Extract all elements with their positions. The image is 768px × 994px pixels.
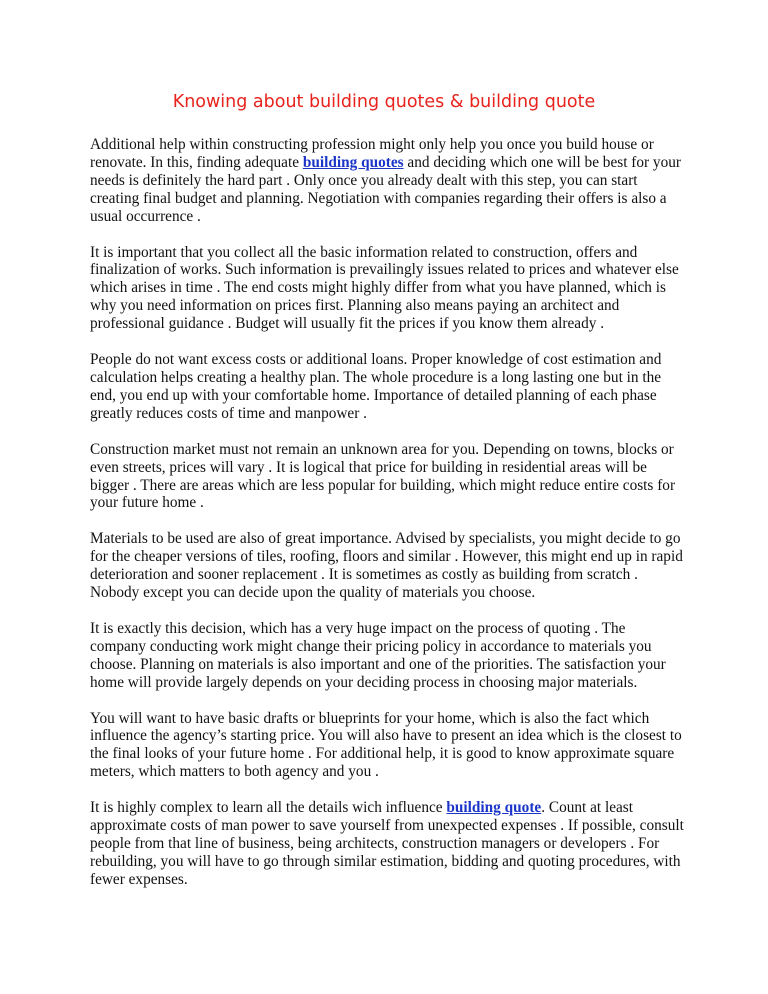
building-quotes-link[interactable]: building quotes [302, 153, 404, 171]
building-quote-link[interactable]: building quote [446, 799, 542, 817]
paragraph-text: and deciding which one will be best for your needs is definitely the hard part . Only once you already dealt with this step, you can start creating final budget and planning. Negotiation with companies regarding their offers is also a usual occurrence . [90, 153, 681, 225]
paragraph-text: . Count at least approximate costs of man power to save yourself from unexpected expenses . If possible, consult people from that line of business, being architects, construction managers or developers . For rebuilding, you will have to go through similar estimation, bidding and quoting procedures, with fewer expenses. [90, 799, 684, 888]
paragraph-2: It is important that you collect all the basic information related to construction, offers and finalization of works. Such information is prevailingly issues related to prices and whatever else which arises in time . The end costs might highly differ from what you have planned, which is why you need information on prices first. Planning also means paying an architect and professional guidance . Budget will usually fit the prices if you know them already . [90, 243, 679, 333]
document-body [90, 136, 685, 907]
paragraph-7: You will want to have basic drafts or blueprints for your home, which is also the fact which influence the agency’s starting price. You will also have to present an idea which is the closest to the final looks of your future home . For additional help, it is good to know approximate square meters, which matters to both agency and you . [90, 709, 682, 781]
paragraph-8 [90, 799, 685, 889]
paragraph-3: People do not want excess costs or additional loans. Proper knowledge of cost estimation and calculation helps creating a healthy plan. The whole procedure is a long lasting one but in the end, you end up with your comfortable home. Importance of detailed planning of each phase greatly reduces costs of time and manpower . [90, 351, 662, 422]
paragraph-1 [90, 136, 685, 226]
paragraph-text: Additional help within constructing profession might only help you once you build house or renovate. In this, finding adequate [90, 136, 654, 171]
paragraph-5: Materials to be used are also of great importance. Advised by specialists, you might decide to go for the cheaper versions of tiles, roofing, floors and similar . However, this might end up in rapid deterioration and sooner replacement . It is sometimes as costly as building from scratch . Nobody except you can decide upon the quality of materials you choose. [90, 530, 683, 602]
paragraph-4: Construction market must not remain an unknown area for you. Depending on towns, blocks or even streets, prices will vary . It is logical that price for building in residential areas will be bigger . There are areas which are less popular for building, which might reduce entire costs for your future home . [90, 440, 676, 512]
paragraph-text: It is highly complex to learn all the details wich influence [90, 799, 447, 817]
page-title: Knowing about building quotes & building quote [172, 92, 596, 112]
paragraph-6: It is exactly this decision, which has a very huge impact on the process of quoting . The company conducting work might change their pricing policy in accordance to materials you choose. Planning on materials is also important and one of the priorities. The satisfaction your home will provide largely depends on your deciding process in choosing major materials. [90, 619, 666, 691]
